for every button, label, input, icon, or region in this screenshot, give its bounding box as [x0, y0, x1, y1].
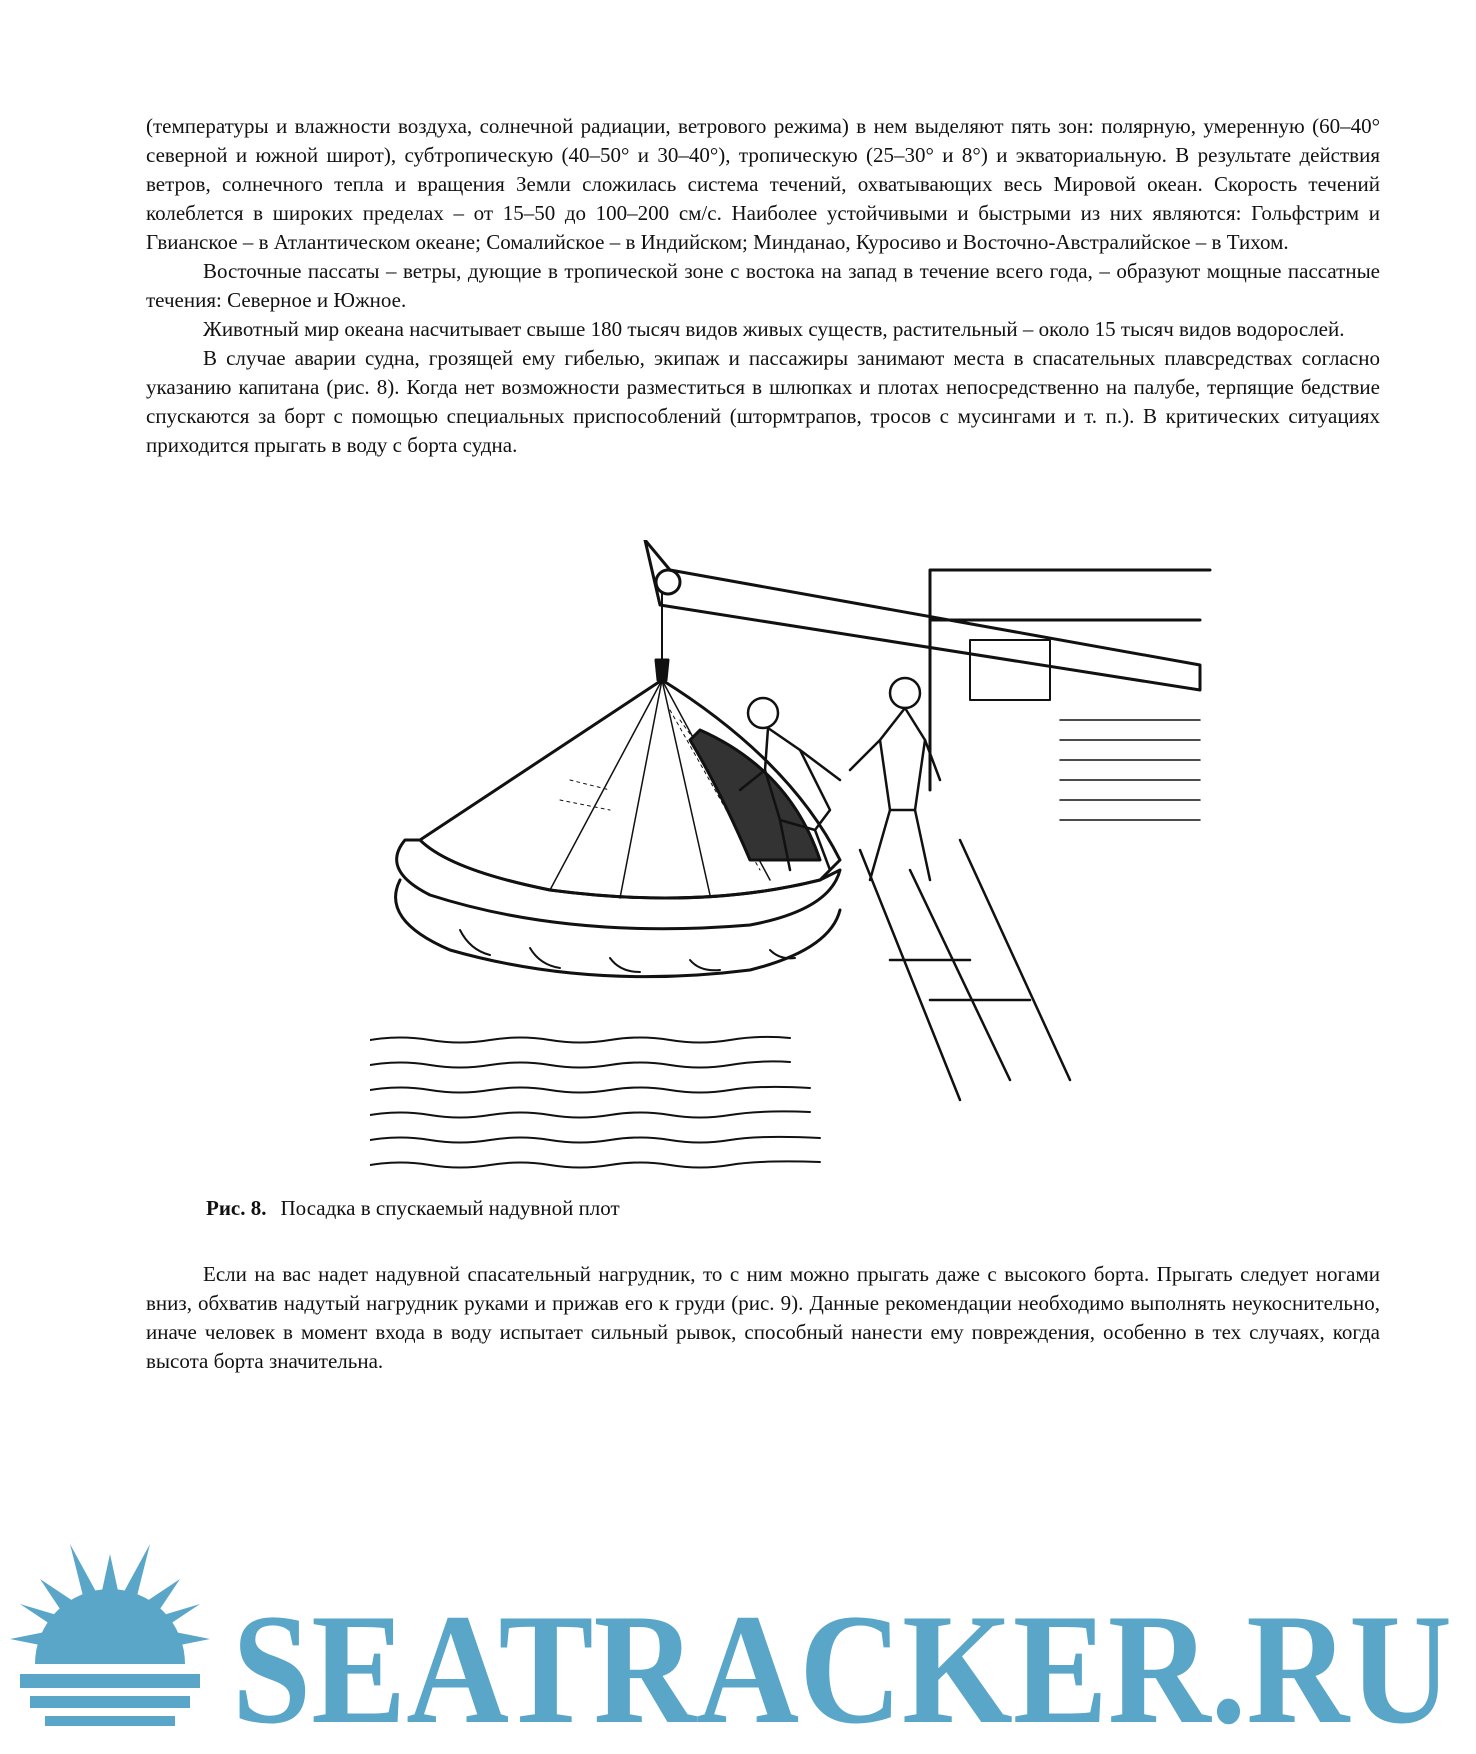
figure-label: Рис. 8.: [206, 1196, 267, 1220]
paragraph: Животный мир океана насчитывает свыше 180 тысяч видов живых существ, растительный – около 15 тысяч видов водорослей.: [203, 317, 1345, 341]
paragraph: (температуры и влажности воздуха, солнечной радиации, ветрового режима) в нем выделяют пять зон: полярную, умеренную (60–40° северной и южной широт), субтропическую (40–50° и 30–40°), тропическую (25–30° и 8°) и экваториальную. В результате действия ветров, солнечного тепла и вращения Земли сложилась система течений, охватывающих весь Мировой океан. Скорость течений колеблется в широких пределах – от 15–50 до 100–200 см/с. Наиболее устойчивыми и быстрыми из них являются: Гольфстрим и Гвианское – в Атлантическом океане; Сомалийское – в Индийском; Минданао, Куросиво и Восточно-Австралийское – в Тихом.: [146, 114, 1380, 254]
davit-pulley: [656, 570, 680, 594]
deck-railing: [860, 840, 1070, 1100]
figure-caption-text: Посадка в спускаемый надувной плот: [280, 1196, 620, 1220]
paragraph: Если на вас надет надувной спасательный нагрудник, то с ним можно прыгать даже с высокого борта. Прыгать следует ногами вниз, обхватив надутый нагрудник руками и прижав его к груди (рис. 9). Данные рекомендации необходимо выполнять неукоснительно, иначе человек в момент входа в воду испытает сильный рывок, способный нанести ему повреждения, особенно в тех случаях, когда высота борта значительна.: [146, 1262, 1380, 1373]
ship-wall: [930, 570, 1210, 790]
body-text-after-figure: [146, 1260, 1380, 1376]
davit-arm: [645, 540, 1200, 690]
paragraph: В случае аварии судна, грозящей ему гибелью, экипаж и пассажиры занимают места в спасательных плавсредствах согласно указанию капитана (рис. 8). Когда нет возможности разместиться в шлюпках и плотах непосредственно на палубе, терпящие бедствие спускаются за борт с помощью специальных приспособлений (штормтрапов, тросов с мусингами и т. п.). В критических ситуациях приходится прыгать в воду с борта судна.: [146, 346, 1380, 457]
seatracker-logo: [0, 1524, 1476, 1754]
logo-text: SEATRACKER.RU: [232, 1582, 1452, 1754]
figure-illustration-liferaft: [370, 540, 1220, 1190]
sun-icon: [10, 1544, 210, 1726]
body-text: [146, 112, 1380, 460]
person-on-deck: [850, 678, 940, 880]
ship-wall-bricks: [1060, 720, 1200, 820]
figure-caption: [206, 1194, 620, 1222]
hook: [656, 660, 668, 680]
water-waves: [370, 1037, 820, 1168]
paragraph: Восточные пассаты – ветры, дующие в тропической зоне с востока на запад в течение всего года, – образуют мощные пассатные течения: Северное и Южное.: [146, 259, 1380, 312]
